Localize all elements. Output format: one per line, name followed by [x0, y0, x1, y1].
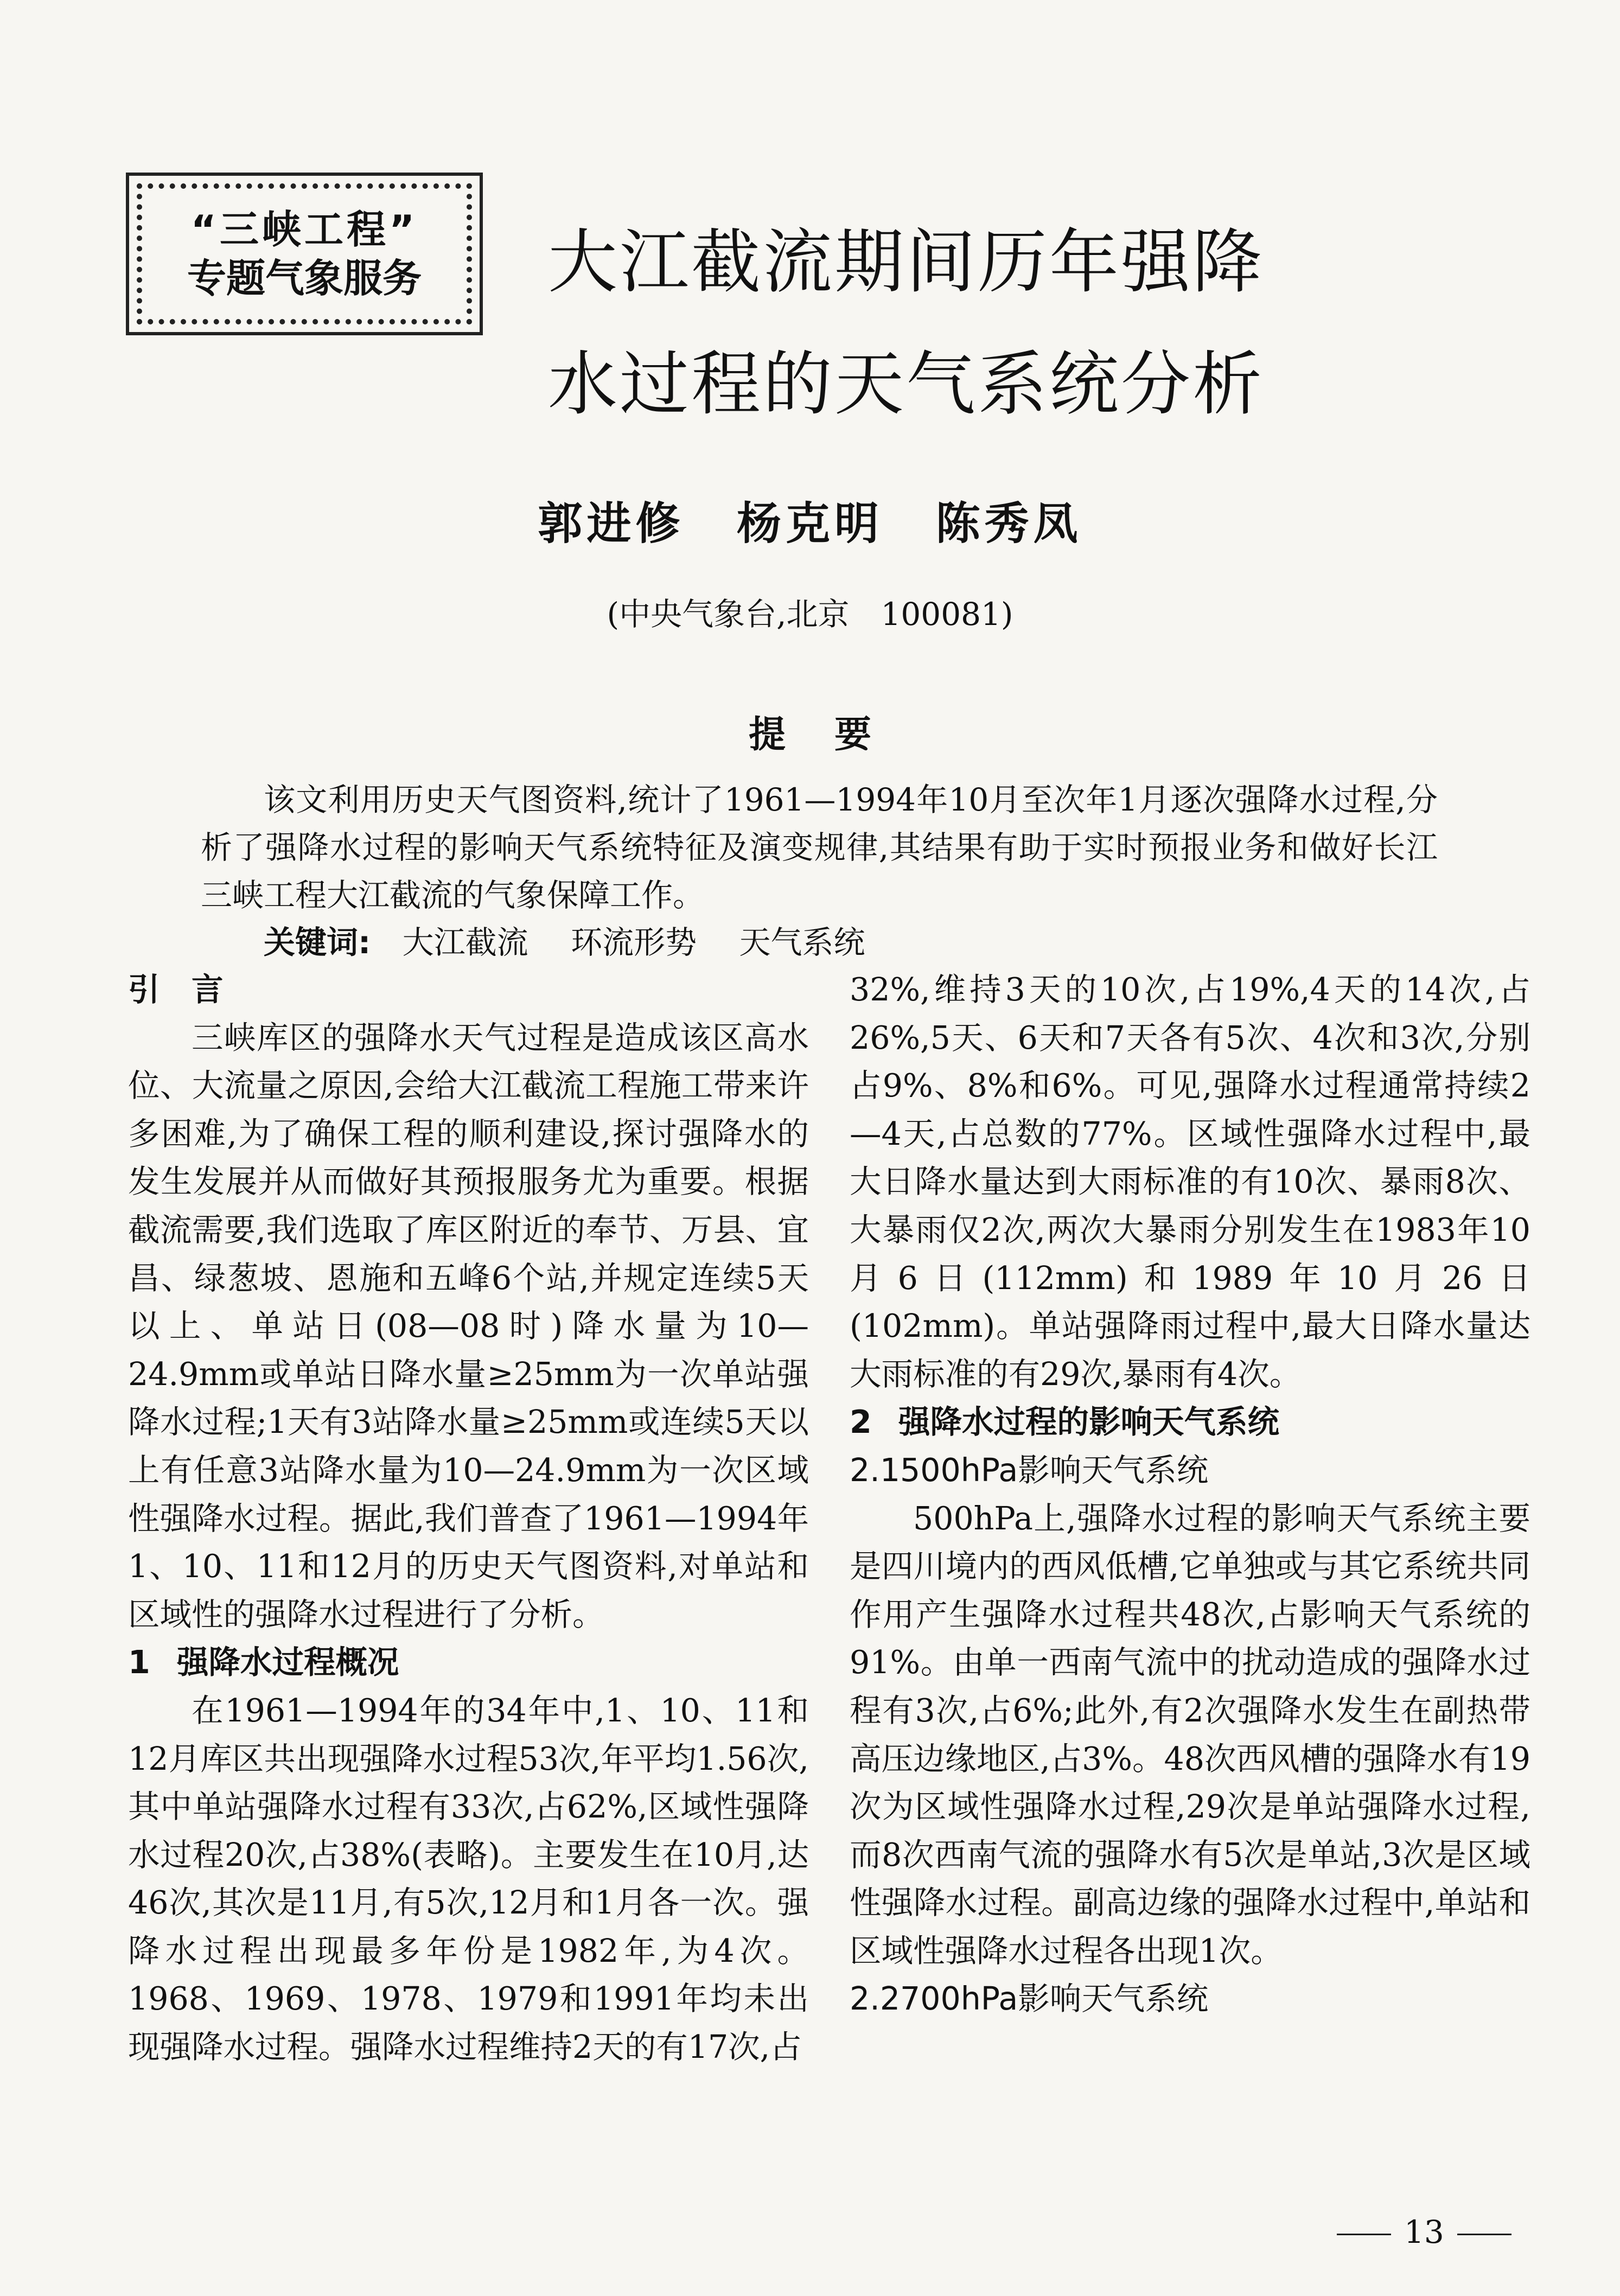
keyword: 大江截流 [402, 924, 528, 961]
section-number: 2.1 [850, 1451, 901, 1489]
affiliation: (中央气象台,北京 100081) [607, 596, 1013, 633]
section-1-paragraph-continued: 32%,维持3天的10次,占19%,4天的14次,占26%,5天、6天和7天各有5次、4次和3次,分别占9%、8%和6%。可见,强降水过程通常持续2—4天,占总数的77%。区域性强降水过程中,最大日降水量达到大雨标准的有10次、暴雨8次、大暴雨仅2次,两次大暴雨分别发生在1983年10月6日(112mm)和1989年10月26日(102mm)。单站强降雨过程中,最大日降水量达大雨标准的有29次,暴雨有4次。 [850, 971, 1530, 1393]
abstract-body [201, 776, 1438, 919]
author-name: 郭进修 [538, 498, 685, 550]
abstract-text: 该文利用历史天气图资料,统计了1961—1994年10月至次年1月逐次强降水过程,分析了强降水过程的影响天气系统特征及演变规律,其结果有助于实时预报业务和做好长江三峡工程大江截流的气象保障工作。 [201, 781, 1438, 914]
section-title: 500hPa影响天气系统 [900, 1451, 1209, 1489]
subsection-2-1-heading [850, 1446, 1530, 1495]
subsection-2-1-paragraph: 500hPa上,强降水过程的影响天气系统主要是四川境内的西风低槽,它单独或与其它系统共同作用产生强降水过程共48次,占影响天气系统的91%。由单一西南气流中的扰动造成的强降水过程有3次,占6%;此外,有2次强降水发生在副热带高压边缘地区,占3%。48次西风槽的强降水有19次为区域性强降水过程,29次是单站强降水过程,而8次西南气流的强降水有5次是单站,3次是区域性强降水过程。副高边缘的强降水过程中,单站和区域性强降水过程各出现1次。 [850, 1500, 1530, 1969]
keyword: 环流形势 [571, 924, 697, 961]
section-number: 1 [128, 1644, 150, 1681]
section-title: 强降水过程的影响天气系统 [898, 1404, 1280, 1441]
section-title: 700hPa影响天气系统 [900, 1980, 1209, 2018]
section-number: 2 [850, 1404, 872, 1441]
keywords-label: 关键词: [264, 924, 371, 961]
section-2-heading [850, 1398, 1530, 1446]
section-1-paragraph: 在1961—1994年的34年中,1、10、11和12月库区共出现强降水过程53次,年平均1.56次,其中单站强降水过程有33次,占62%,区域性强降水过程20次,占38%(表略)。主要发生在10月,达46次,其次是11月,有5次,12月和1月各一次。强降水过程出现最多年份是1982年,为4次。1968、1969、1978、1979和1991年均未出现强降水过程。强降水过程维持2天的有17次,占 [128, 1692, 809, 2066]
dash-right [1457, 2234, 1511, 2235]
abstract-heading: 提要 [748, 713, 920, 756]
keywords-line [264, 917, 898, 962]
dash-left [1337, 2234, 1391, 2235]
special-topic-badge [126, 173, 483, 335]
author-name: 杨克明 [736, 498, 883, 550]
intro-heading: 引 言 [128, 971, 224, 1008]
section-1-heading [128, 1638, 809, 1687]
badge-line-1: “三峡工程” [190, 207, 418, 252]
left-column [128, 966, 809, 2071]
section-number: 2.2 [850, 1980, 901, 2018]
author-list [0, 488, 1620, 552]
keyword: 天气系统 [739, 924, 865, 961]
section-title: 强降水过程概况 [177, 1644, 399, 1681]
page-number [1324, 2214, 1525, 2250]
badge-line-2: 专题气象服务 [187, 256, 422, 301]
article-title-line-1: 大江截流期间历年强降 [548, 222, 1265, 303]
right-column [850, 966, 1530, 2023]
badge-dotted-border [137, 183, 472, 324]
article-title-line-2: 水过程的天气系统分析 [548, 344, 1265, 425]
page-number-text: 13 [1404, 2214, 1444, 2250]
subsection-2-2-heading [850, 1975, 1530, 2023]
intro-paragraph: 三峡库区的强降水天气过程是造成该区高水位、大流量之原因,会给大江截流工程施工带来许多困难,为了确保工程的顺利建设,探讨强降水的发生发展并从而做好其预报服务尤为重要。根据截流需要,我们选取了库区附近的奉节、万县、宜昌、绿葱坡、恩施和五峰6个站,并规定连续5天以上、单站日(08—08时)降水量为10—24.9mm或单站日降水量≥25mm为一次单站强降水过程;1天有3站降水量≥25mm或连续5天以上有任意3站降水量为10—24.9mm为一次区域性强降水过程。据此,我们普查了1961—1994年1、10、11和12月的历史天气图资料,对单站和区域性的强降水过程进行了分析。 [128, 1019, 809, 1633]
author-name: 陈秀凤 [935, 498, 1082, 550]
